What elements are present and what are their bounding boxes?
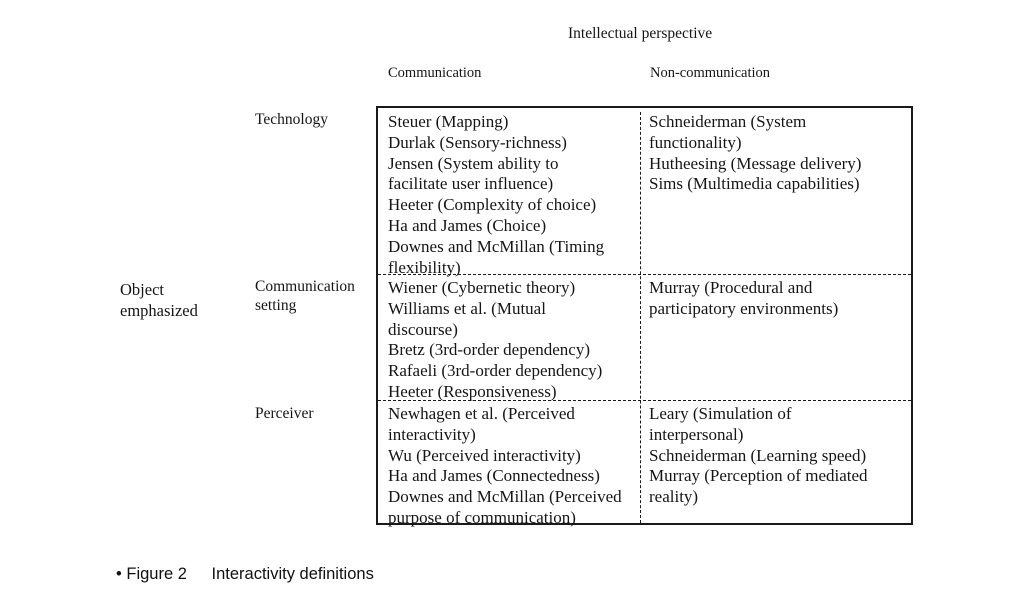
definition-entry: Downes and McMillan (Timing flexibility) — [388, 236, 605, 277]
cell-setting-communication — [388, 278, 638, 403]
caption-bullet: • — [116, 565, 122, 583]
definition-entry: Bretz (3rd-order dependency) — [388, 340, 591, 360]
caption-text: Interactivity definitions — [211, 565, 374, 583]
row-label-communication-setting: Communication setting — [255, 278, 355, 314]
object-emphasized-label: Object emphasized — [120, 280, 198, 320]
definition-entry: Heeter (Complexity of choice) — [388, 195, 597, 215]
definition-entry: Downes and McMillan (Perceived purpose of communication) — [388, 487, 622, 527]
definition-entry: Sims (Multimedia capabilities) — [649, 174, 860, 194]
row-label-perceiver: Perceiver — [255, 405, 314, 422]
definition-entry: Wiener (Cybernetic theory) — [388, 278, 576, 297]
cell-perceiver-communication — [388, 404, 648, 529]
definition-entry: Murray (Procedural and participatory environments) — [649, 278, 839, 318]
definition-entry: Ha and James (Choice) — [388, 215, 547, 235]
definition-entry: Wu (Perceived interactivity) — [388, 445, 581, 465]
row-label-technology: Technology — [255, 111, 328, 128]
cell-technology-noncommunication — [649, 112, 911, 195]
caption-figure-number: Figure 2 — [126, 565, 187, 583]
definition-entry: Newhagen et al. (Perceived interactivity) — [388, 404, 575, 444]
definition-entry: Murray (Perception of mediated reality) — [649, 466, 868, 507]
perspective-title: Intellectual perspective — [568, 25, 713, 42]
definition-entry: Ha and James (Connectedness) — [388, 466, 600, 486]
cell-technology-communication — [388, 112, 638, 278]
definition-entry: Jensen (System ability to facilitate user influence) — [388, 153, 559, 194]
definition-entry: Williams et al. (Mutual discourse) — [388, 298, 546, 339]
definition-entry: Steuer (Mapping) — [388, 112, 509, 131]
definitions-grid — [376, 106, 913, 525]
cell-setting-noncommunication — [649, 278, 911, 320]
definition-entry: Schneiderman (System functionality) — [649, 112, 807, 152]
definition-entry: Schneiderman (Learning speed) — [649, 445, 867, 465]
definition-entry: Rafaeli (3rd-order dependency) — [388, 361, 603, 381]
definition-entry: Hutheesing (Message delivery) — [649, 153, 862, 173]
figure-caption — [116, 565, 374, 584]
definition-entry: Heeter (Responsiveness) — [388, 381, 557, 401]
definition-entry: Leary (Simulation of interpersonal) — [649, 404, 792, 444]
definition-entry: Durlak (Sensory-richness) — [388, 132, 567, 152]
column-header-noncommunication: Non-communication — [650, 65, 771, 81]
column-header-communication: Communication — [388, 65, 482, 81]
cell-perceiver-noncommunication — [649, 404, 911, 508]
